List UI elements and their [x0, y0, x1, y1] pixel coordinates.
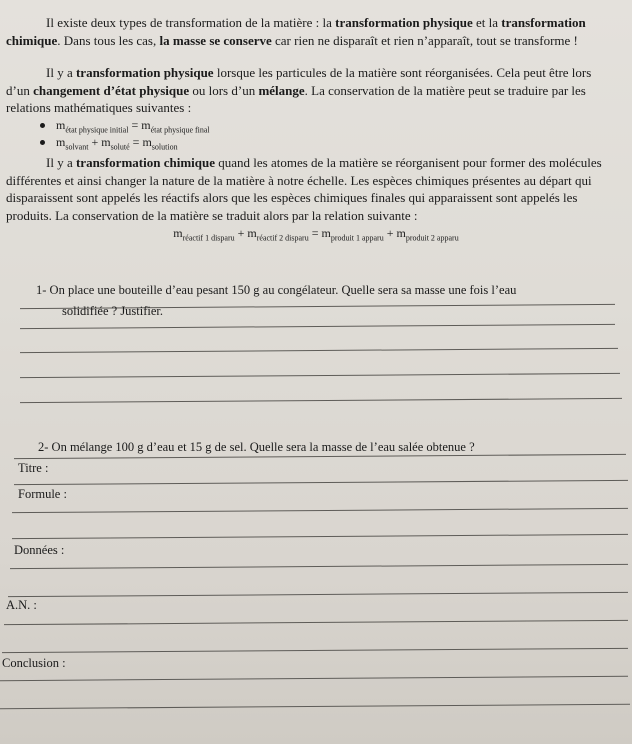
chimique-text: quand les atomes de la matière se réorganisent pour former des molécules différentes et ainsi changer la nature de la matière à notre échelle. Les espèces chimiques présentes au départ qui disparaissent sont appelés les réactifs alors que les espèces chimiques finales qui apparaissent sont appelés les produits. La conservation de la matière se traduit alors par la relation suivante :: [6, 155, 602, 223]
intro-text: . Dans tous les cas,: [57, 32, 160, 48]
subscript: produit 2 apparu: [405, 233, 459, 243]
chimique-paragraph: [6, 154, 614, 224]
question-2: 2- On mélange 100 g d’eau et 15 g de sel. Quelle sera la masse de l’eau salée obtenue ?: [38, 440, 475, 454]
answer-line[interactable]: [20, 324, 615, 329]
intro-paragraph: [6, 14, 614, 49]
equals-mass: = m: [308, 226, 331, 240]
subscript: réactif 1 disparu: [182, 233, 235, 243]
formula-etat: [40, 117, 210, 134]
answer-line[interactable]: [20, 348, 618, 353]
answer-line[interactable]: [20, 398, 622, 403]
physique-paragraph: [6, 64, 614, 117]
question-1-line1: 1- On place une bouteille d’eau pesant 150 g au congélateur. Quelle sera sa masse une fois l’eau: [36, 283, 517, 297]
titre-label: Titre :: [18, 461, 49, 475]
subscript: solution: [151, 142, 178, 152]
intro-text: Il existe deux types de transformation de la matière : la: [46, 15, 336, 30]
physique-text: . La conservation de la matière peut se traduire par les relations mathématiques suivantes :: [6, 82, 586, 115]
formula-reaction: [0, 226, 632, 242]
plus-mass: + m: [383, 226, 406, 240]
intro-bold-chimique: transformation chimique: [6, 15, 586, 48]
intro-bold-masse: la masse se conserve: [159, 32, 272, 48]
question-1-line2: solidifiée ? Justifier.: [62, 304, 164, 318]
answer-line[interactable]: [20, 373, 620, 378]
physique-text: ou lors d’un: [189, 82, 259, 98]
chimique-text: Il y a: [46, 155, 76, 170]
answer-line[interactable]: [12, 534, 628, 539]
intro-bold-physique: transformation physique: [335, 15, 473, 30]
subscript: réactif 2 disparu: [256, 233, 309, 243]
answer-line[interactable]: [2, 648, 628, 653]
subscript: solvant: [65, 142, 89, 152]
plus-mass: + m: [88, 135, 111, 149]
formule-label: Formule :: [18, 487, 67, 501]
conclusion-label: Conclusion :: [2, 656, 66, 670]
physique-text: lorsque les particules de la matière sont réorganisées. Cela peut être lors d’un: [6, 65, 592, 98]
answer-line[interactable]: [0, 704, 630, 709]
answer-line[interactable]: [12, 508, 628, 513]
answer-line[interactable]: [4, 620, 628, 625]
intro-text: et la: [472, 15, 502, 30]
physique-bold-changement: changement d’état physique: [33, 82, 190, 98]
donnees-label: Données :: [14, 543, 65, 557]
physique-text: Il y a: [46, 65, 76, 80]
plus-mass: + m: [234, 226, 257, 240]
subscript: état physique final: [150, 125, 210, 135]
intro-text: car rien ne disparaît et rien n’apparaît, tout se transforme !: [271, 32, 578, 48]
formula-solution: [40, 134, 210, 151]
physique-bold-term: transformation physique: [75, 65, 214, 80]
physique-bold-melange: mélange: [258, 82, 305, 98]
answer-line[interactable]: [0, 676, 628, 681]
an-label: A.N. :: [6, 598, 37, 612]
answer-line[interactable]: [10, 564, 628, 569]
chimique-bold-term: transformation chimique: [75, 155, 215, 170]
equals-mass: = m: [129, 135, 152, 149]
answer-line[interactable]: [14, 480, 628, 485]
subscript: soluté: [110, 142, 130, 152]
formula-list: [40, 117, 210, 151]
subscript: produit 1 apparu: [330, 233, 384, 243]
equals-mass: = m: [128, 118, 151, 132]
mass-symbol: m: [56, 118, 66, 132]
mass-symbol: m: [56, 135, 66, 149]
answer-line[interactable]: [8, 592, 628, 597]
subscript: état physique initial: [65, 125, 129, 135]
mass-symbol: m: [173, 226, 183, 240]
